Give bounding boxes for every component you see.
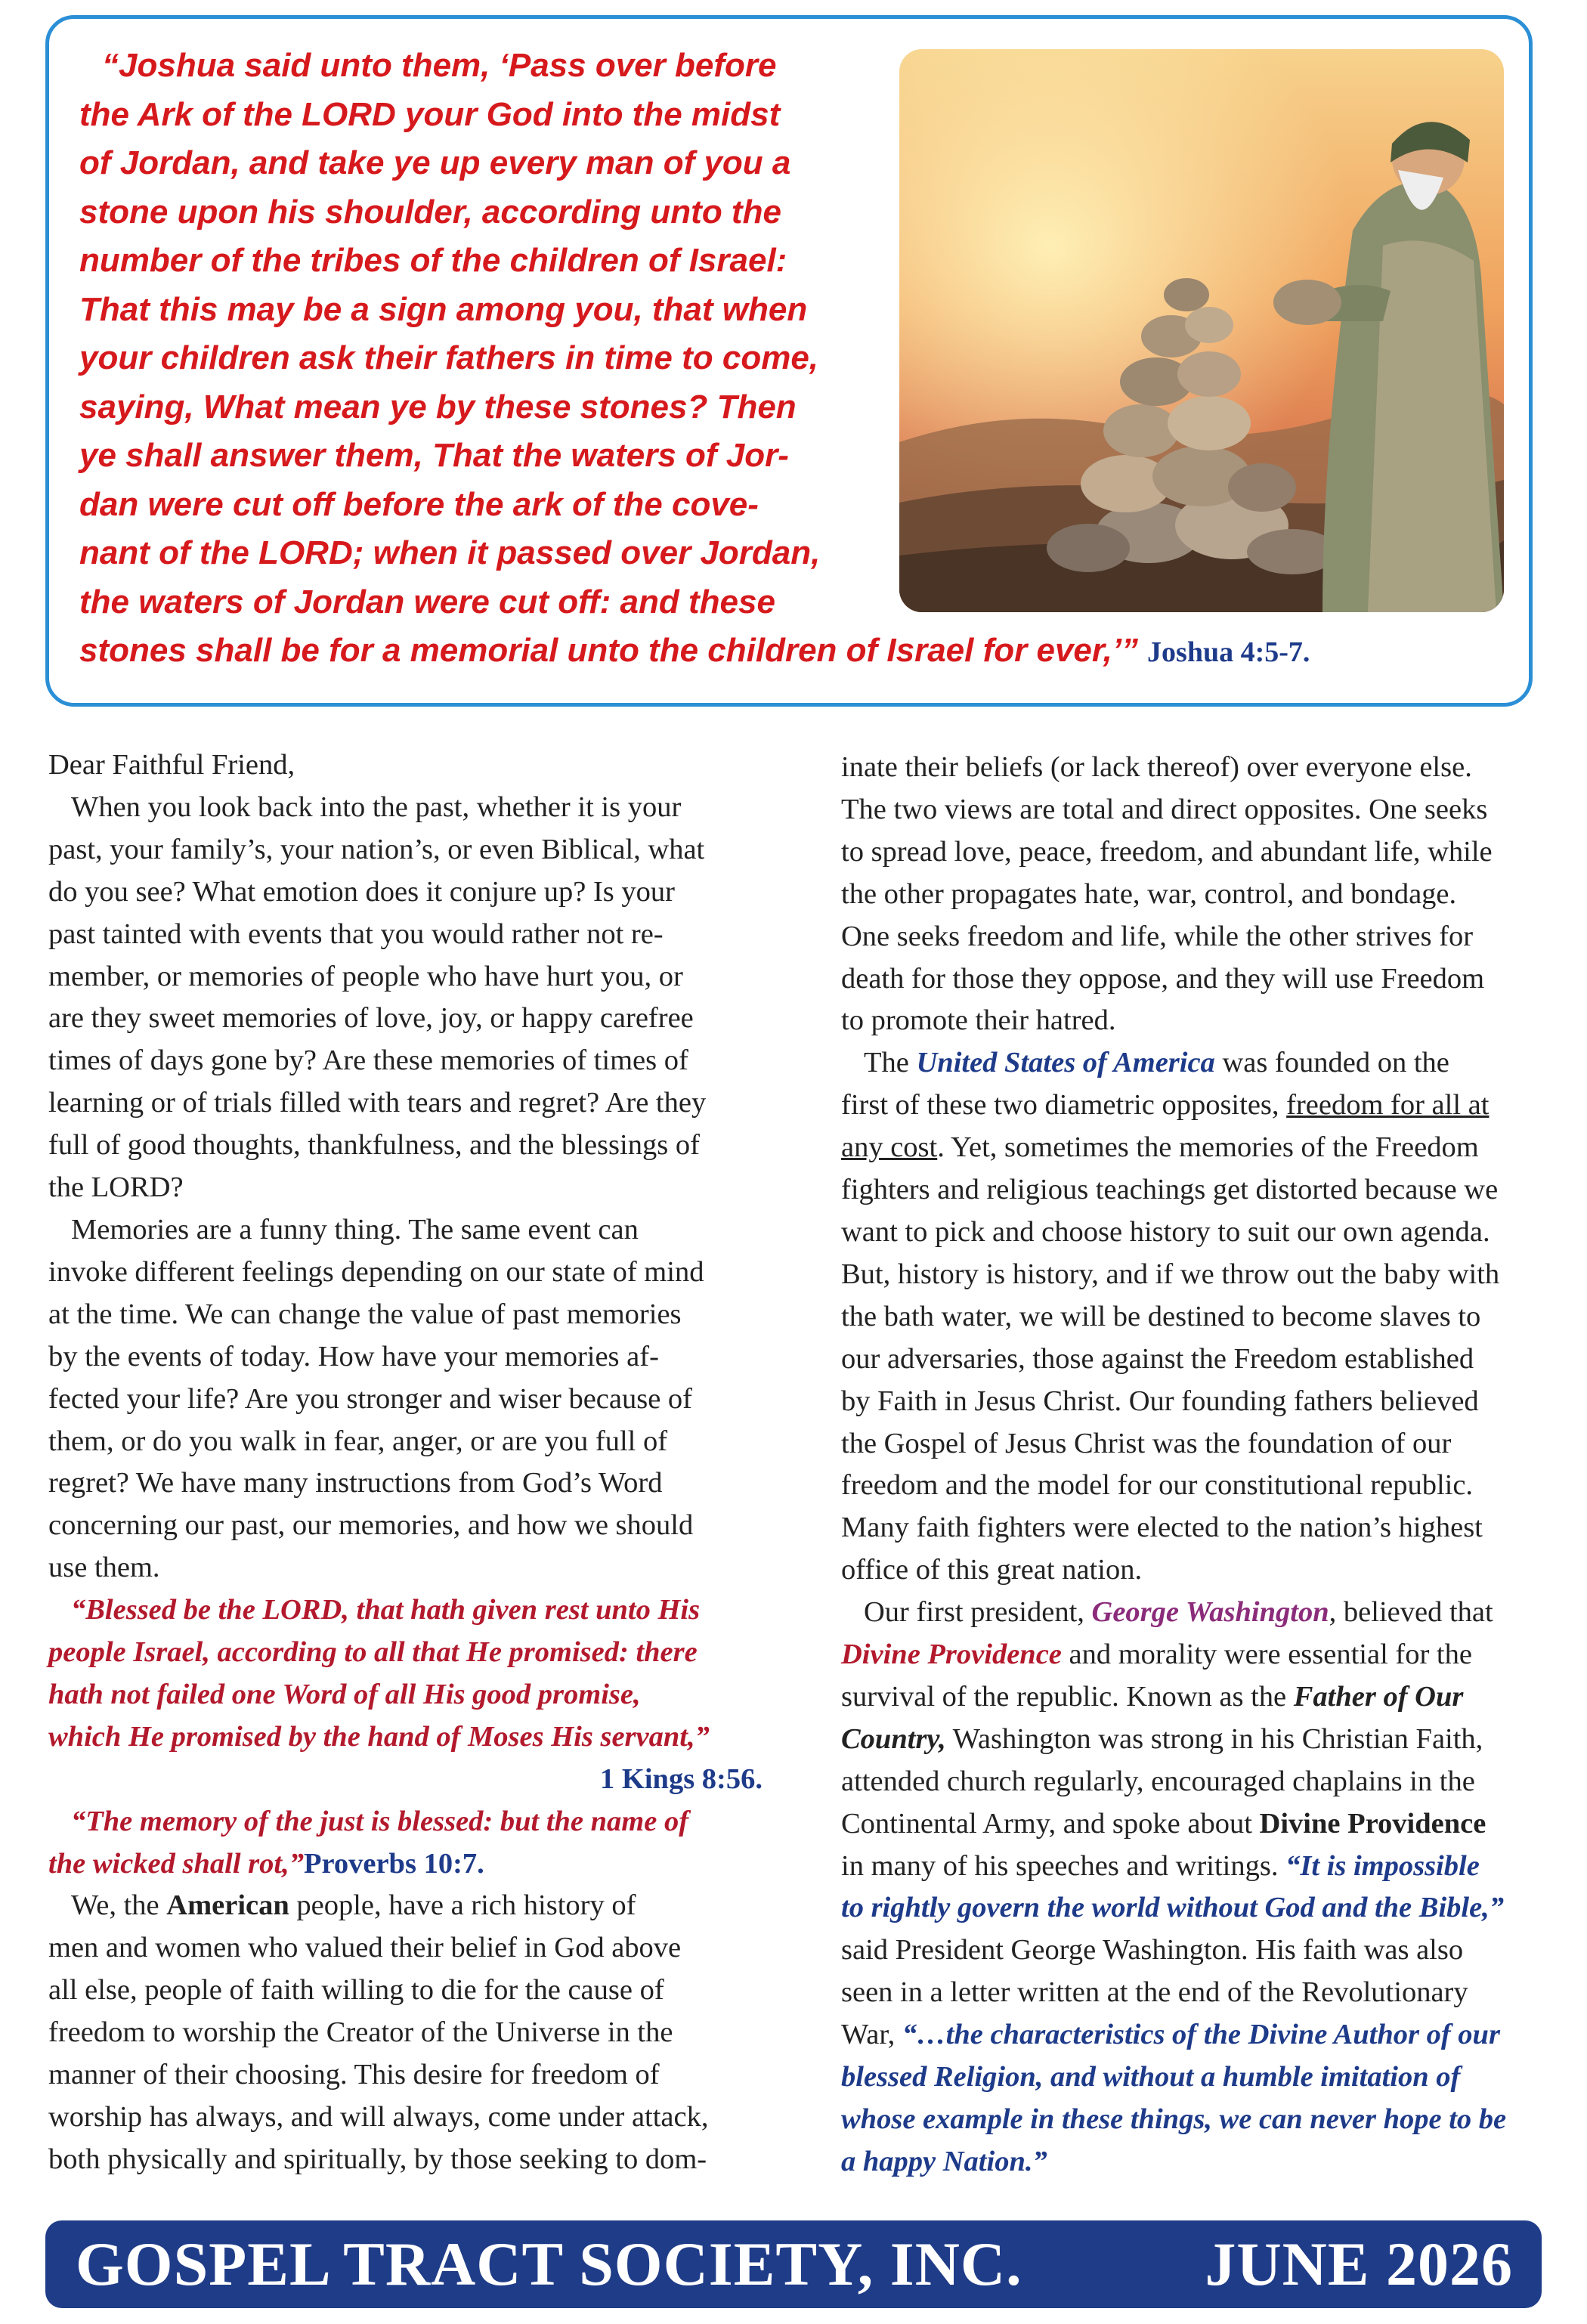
text-line: worship has always, and will always, come under attack, (48, 2101, 709, 2133)
text-line: use them. (48, 1552, 160, 1584)
text-line: men and women who valued their belief in God above (48, 1932, 682, 1964)
proverbs-reference: Proverbs 10:7. (303, 1847, 484, 1880)
verse-line: stone upon his shoulder, according unto the (79, 193, 781, 231)
text-line: full of good thoughts, thankfulness, and the blessings of (48, 1129, 700, 1162)
letter-quote: “…the characteristics of the Divine Author of our (902, 2019, 1500, 2051)
text-segment: survival of the republic. Known as the (841, 1680, 1294, 1713)
text-segment: first of these two diametric opposites, (841, 1089, 1287, 1122)
text-segment: in many of his speeches and writings. (841, 1849, 1286, 1882)
father-of-our-country: Father of Our (1293, 1680, 1464, 1713)
text-line: Many faith fighters were elected to the nation’s highest (841, 1512, 1483, 1544)
text-line: hath not failed one Word of all His good promise, (48, 1678, 641, 1710)
text-line: are they sweet memories of love, joy, or happy carefree (48, 1002, 694, 1035)
verse-line: of Jordan, and take ye up every man of you a (79, 144, 791, 181)
usa-line-1 (841, 1042, 1555, 1085)
letter-left-column (48, 744, 763, 2181)
verse-line: dan were cut off before the ark of the cove- (79, 485, 759, 523)
text-line: death for those they oppose, and they will use Freedom (841, 962, 1485, 995)
verse-line: saying, What mean ye by these stones? Then (79, 388, 797, 425)
gw-line-2 (841, 1634, 1555, 1676)
text-segment: War, (841, 2019, 902, 2051)
text-line: all else, people of faith willing to die for the cause of (48, 1974, 664, 2007)
kings-quote (48, 1589, 763, 1759)
gw-line-10: seen in a letter written at the end of the Revolutionary (841, 1976, 1468, 2009)
verse-line: the waters of Jordan were cut off: and these (79, 583, 775, 620)
letter-right-column (841, 747, 1555, 2183)
text-line: Memories are a funny thing. The same event can (71, 1213, 639, 1246)
text-line: The two views are total and direct opposites. One seeks (841, 793, 1488, 825)
text-line: But, history is history, and if we throw out the baby with (841, 1258, 1500, 1290)
text-line: member, or memories of people who have hurt you, or (48, 960, 683, 992)
text-line: blessed Religion, and without a humble imitation of (841, 2061, 1461, 2093)
text-line: “The memory of the just is blessed: but the name of (71, 1805, 689, 1837)
text-line: fected your life? Are you stronger and wiser because of (48, 1382, 693, 1415)
text-line: the bath water, we will be destined to become slaves to (841, 1300, 1481, 1332)
text-line: them, or do you walk in fear, anger, or are you full of (48, 1425, 668, 1457)
proverbs-quote (48, 1801, 763, 1886)
gw-line-1 (841, 1592, 1555, 1634)
text-line: regret? We have many instructions from God’s Word (48, 1467, 663, 1499)
gw-line-9: said President George Washington. His faith was also (841, 1934, 1464, 1967)
freedom-underlined: freedom for all at (1286, 1089, 1490, 1122)
gw-line-8: to rightly govern the world without God and the Bible,” (841, 1892, 1505, 1924)
footer-banner (45, 2220, 1542, 2308)
text-line: learning or of trials filled with tears and regret? Are they (48, 1087, 707, 1119)
text-line: both physically and spiritually, by those seeking to dom- (48, 2143, 707, 2175)
text-line: office of this great nation. (841, 1554, 1143, 1586)
text-segment: . Yet, sometimes the memories of the Freedom (937, 1131, 1479, 1164)
text-line: whose example in these things, we can never hope to be (841, 2103, 1507, 2135)
paragraph-american (48, 1927, 763, 2180)
text-segment: The (864, 1047, 917, 1079)
text-line: our adversaries, those against the Freedom established (841, 1342, 1474, 1375)
paragraph-opposites (841, 747, 1555, 1042)
verse-line: That this may be a sign among you, that when (79, 290, 808, 328)
gw-line-7 (841, 1846, 1555, 1888)
text-line: freedom and the model for our constitutional republic. (841, 1469, 1474, 1502)
american-bold: American (166, 1889, 289, 1922)
gw-line-4 (841, 1719, 1555, 1761)
gw-line-3 (841, 1676, 1555, 1719)
text-line: past tainted with events that you would rather not re- (48, 918, 664, 950)
verse-line: number of the tribes of the children of Israel: (79, 242, 787, 279)
gw-line-11 (841, 2014, 1555, 2056)
text-line: When you look back into the past, whether it is your (71, 791, 682, 823)
divine-providence-red: Divine Providence (841, 1639, 1062, 1671)
text-line: the wicked shall rot,” (48, 1847, 304, 1880)
letter-quote-continued (841, 2056, 1555, 2183)
text-line: to promote their hatred. (841, 1004, 1116, 1037)
any-cost-underlined: any cost (841, 1131, 938, 1164)
text-line: One seeks freedom and life, while the other strives for (841, 920, 1474, 952)
letter-greeting: Dear Faithful Friend, (48, 749, 295, 781)
paragraph-history (841, 1169, 1555, 1592)
text-segment: and morality were essential for the (1061, 1639, 1472, 1671)
text-segment: Washington was strong in his Christian Faith, (945, 1722, 1483, 1755)
text-line: past, your family’s, your nation’s, or even Biblical, what (48, 833, 705, 865)
verse-line: ye shall answer them, That the waters of Jor- (79, 437, 789, 474)
text-segment: Continental Army, and spoke about (841, 1807, 1260, 1840)
text-line: fighters and religious teachings get distorted because we (841, 1174, 1499, 1206)
paragraph-past (48, 787, 763, 1209)
proverbs-last-line (48, 1843, 763, 1886)
man-stacking-stones-icon (899, 49, 1504, 612)
text-line: people Israel, according to all that He promised: there (48, 1636, 698, 1669)
paragraph-memories (48, 1209, 763, 1589)
usa-line-2 (841, 1085, 1555, 1127)
washington-quote: “It is impossible (1285, 1849, 1480, 1882)
text-segment: Our first president, (864, 1596, 1092, 1629)
text-line: which He promised by the hand of Moses His servant,” (48, 1720, 710, 1753)
text-line: freedom to worship the Creator of the Universe in the (48, 2016, 673, 2049)
verse-reference: Joshua 4:5-7. (1147, 636, 1310, 668)
illustration-stone-memorial (899, 49, 1504, 612)
text-line: at the time. We can change the value of past memories (48, 1298, 682, 1330)
paragraph-american-first-line (48, 1885, 763, 1927)
text-line: the LORD? (48, 1171, 184, 1204)
text-segment: people, have a rich history of (289, 1889, 636, 1922)
text-line: the other propagates hate, war, control, and bondage. (841, 877, 1457, 910)
text-line: manner of their choosing. This desire for freedom of (48, 2059, 660, 2091)
text-line: by Faith in Jesus Christ. Our founding fathers believed (841, 1385, 1479, 1417)
usa-name: United States of America (916, 1047, 1215, 1079)
text-line: want to pick and choose history to suit our own agenda. (841, 1215, 1490, 1248)
country-bold: Country, (841, 1722, 946, 1755)
verse-line: your children ask their fathers in time to come, (79, 339, 819, 376)
featured-verse-box (45, 15, 1533, 707)
verse-line: “Joshua said unto them, ‘Pass over before (102, 47, 777, 84)
usa-line-3 (841, 1127, 1555, 1169)
text-line: do you see? What emotion does it conjure up? Is your (48, 875, 675, 908)
gw-line-5: attended church regularly, encouraged chaplains in the (841, 1765, 1475, 1797)
george-washington-name: George Washington (1091, 1596, 1329, 1629)
text-line: a happy Nation.” (841, 2145, 1047, 2177)
verse-line: stones shall be for a memorial unto the children of Israel for ever,’” Joshua 4:5-7. (79, 632, 1310, 669)
text-line: to spread love, peace, freedom, and abundant life, while (841, 835, 1493, 868)
text-line: “Blessed be the LORD, that hath given rest unto His (71, 1594, 701, 1626)
text-line: inate their beliefs (or lack thereof) over everyone else. (841, 751, 1472, 783)
organization-name: GOSPEL TRACT SOCIETY, INC. (76, 2230, 1022, 2298)
text-line: times of days gone by? Are these memories of times of (48, 1044, 688, 1077)
gw-line-6 (841, 1803, 1555, 1846)
kings-reference: 1 Kings 8:56. (600, 1762, 763, 1795)
verse-line: the Ark of the LORD your God into the midst (79, 95, 781, 133)
text-line: by the events of today. How have your memories af- (48, 1340, 659, 1372)
text-segment: We, the (71, 1889, 167, 1922)
text-line: concerning our past, our memories, and how we should (48, 1509, 694, 1542)
text-segment: was founded on the (1214, 1047, 1449, 1079)
text-segment: , believed that (1329, 1596, 1493, 1629)
text-line: the Gospel of Jesus Christ was the foundation of our (841, 1427, 1452, 1459)
divine-providence-bold: Divine Providence (1259, 1807, 1486, 1840)
verse-line: nant of the LORD; when it passed over Jordan, (79, 534, 821, 571)
issue-date: JUNE 2026 (1205, 2230, 1513, 2298)
text-line: invoke different feelings depending on our state of mind (48, 1255, 704, 1288)
